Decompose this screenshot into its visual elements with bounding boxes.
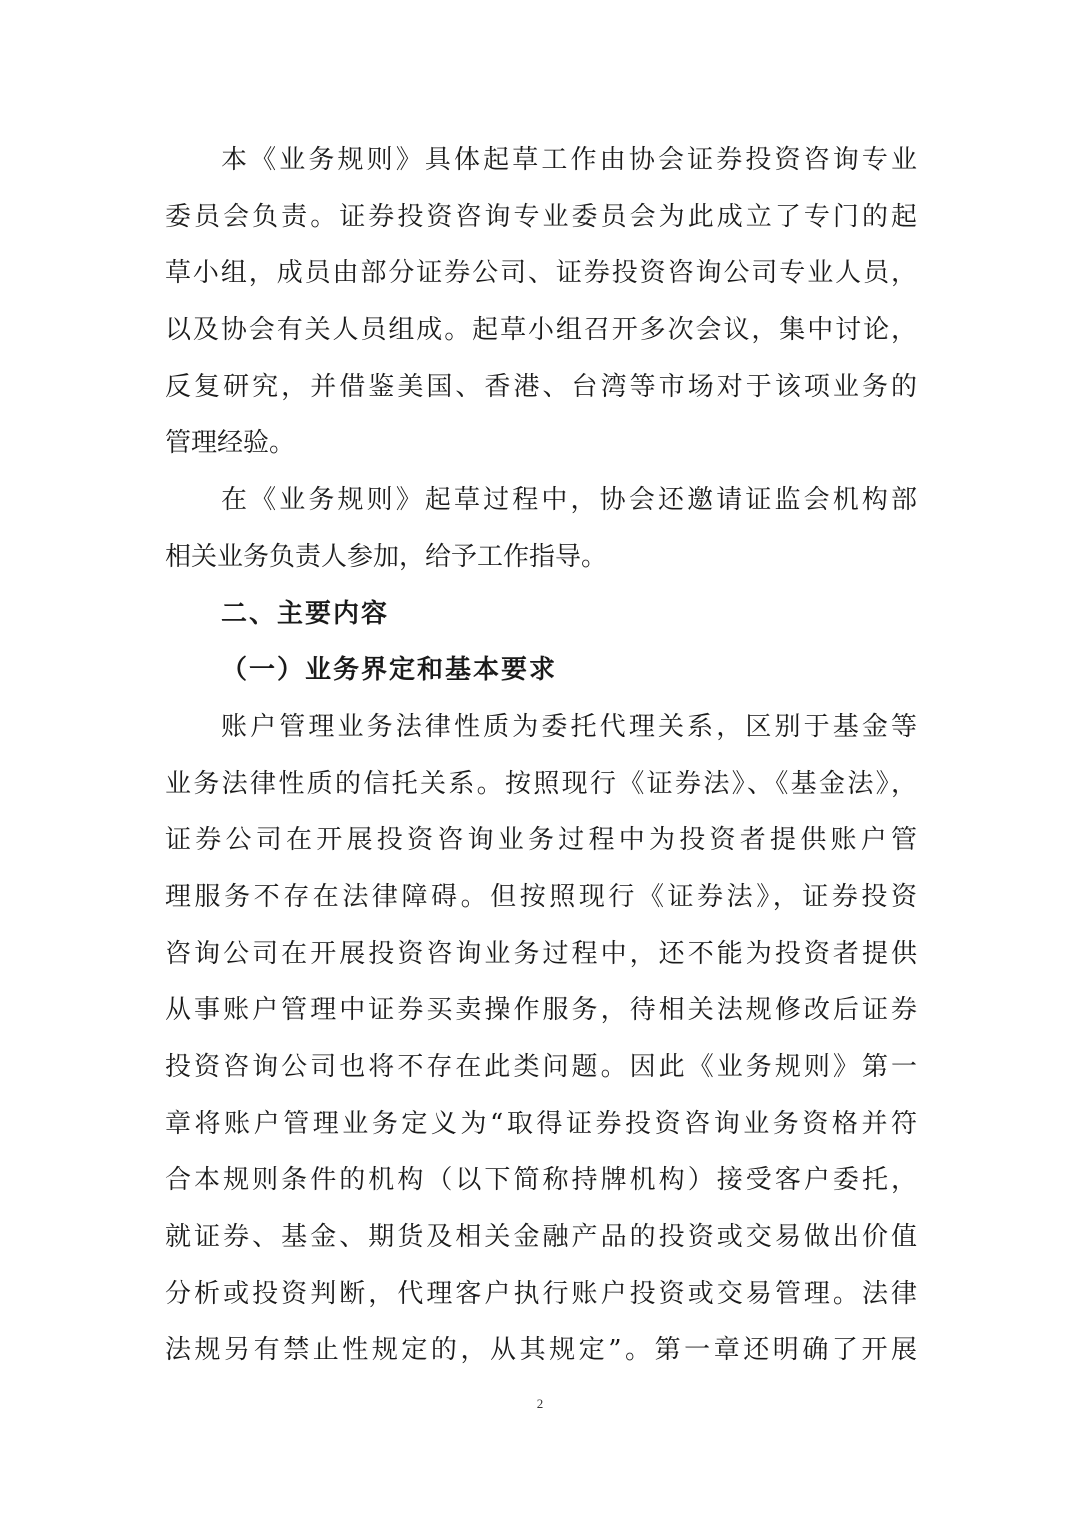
paragraph-drafting-line: 本《业务规则》具体起草工作由协会证券投资咨询专业 <box>221 145 917 175</box>
paragraph-definition-line: 从事账户管理中证券买卖操作服务，待相关法规修改后证券 <box>165 995 917 1026</box>
paragraph-definition-line: 分析或投资判断，代理客户执行账户投资或交易管理。法律 <box>165 1278 917 1309</box>
paragraph-definition-line: 合本规则条件的机构（以下简称持牌机构）接受客户委托， <box>165 1165 917 1196</box>
paragraph-definition-line: 法规另有禁止性规定的，从其规定”。第一章还明确了开展 <box>165 1335 917 1366</box>
paragraph-guidance-line: 在《业务规则》起草过程中，协会还邀请证监会机构部 <box>221 485 917 516</box>
paragraph-definition-line: 就证券、基金、期货及相关金融产品的投资或交易做出价值 <box>165 1222 917 1253</box>
paragraph-definition-line: 理服务不存在法律障碍。但按照现行《证券法》，证券投资 <box>165 881 917 912</box>
document-body <box>165 132 917 1379</box>
paragraph-drafting-line: 草小组，成员由部分证券公司、证券投资咨询公司专业人员， <box>165 258 917 289</box>
paragraph-definition-line: 章将账户管理业务定义为“取得证券投资咨询业务资格并符 <box>165 1108 917 1139</box>
paragraph-drafting-line: 以及协会有关人员组成。起草小组召开多次会议，集中讨论， <box>165 315 917 346</box>
subsection-heading: （一）业务界定和基本要求 <box>221 655 558 686</box>
paragraph-definition-line: 账户管理业务法律性质为委托代理关系，区别于基金等 <box>221 711 917 742</box>
paragraph-drafting-line: 管理经验。 <box>165 428 296 459</box>
paragraph-drafting-line: 委员会负责。证券投资咨询专业委员会为此成立了专门的起 <box>165 201 917 232</box>
paragraph-definition-line: 证券公司在开展投资咨询业务过程中为投资者提供账户管 <box>165 825 917 856</box>
paragraph-drafting-line: 反复研究，并借鉴美国、香港、台湾等市场对于该项业务的 <box>165 371 917 402</box>
page-number: 2 <box>536 1396 544 1411</box>
paragraph-definition-line: 业务法律性质的信托关系。按照现行《证券法》、《基金法》， <box>165 768 917 799</box>
paragraph-definition-line: 咨询公司在开展投资咨询业务过程中，还不能为投资者提供 <box>165 938 917 969</box>
paragraph-definition-line: 投资咨询公司也将不存在此类问题。因此《业务规则》第一 <box>165 1052 917 1082</box>
paragraph-guidance-line: 相关业务负责人参加，给予工作指导。 <box>165 541 608 572</box>
section-heading: 二、主要内容 <box>221 598 390 629</box>
